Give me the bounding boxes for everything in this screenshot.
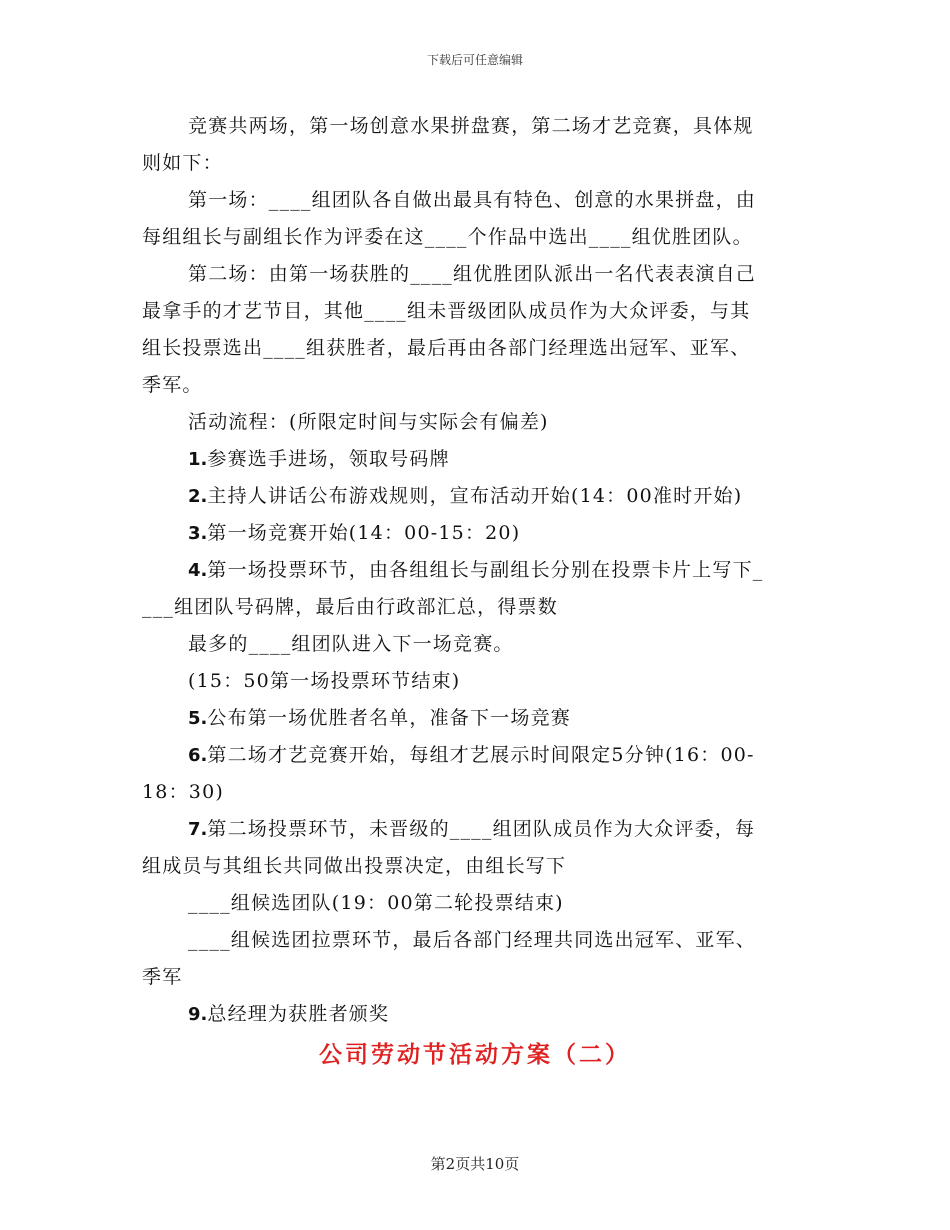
text-line: ___组团队号码牌，最后由行政部汇总，得票数 bbox=[142, 596, 558, 618]
list-text: 第二场才艺竞赛开始，每组才艺展示时间限定5分钟(16：00- bbox=[207, 744, 755, 766]
list-item bbox=[142, 811, 802, 848]
list-item bbox=[142, 700, 802, 737]
list-number: 7. bbox=[188, 819, 208, 840]
list-item bbox=[142, 552, 802, 589]
text-line: 季军。 bbox=[142, 374, 203, 396]
list-text: 参赛选手进场，领取号码牌 bbox=[207, 448, 450, 470]
list-text: 第一场投票环节，由各组组长与副组长分别在投票卡片上写下_ bbox=[207, 559, 764, 581]
list-text: 第二场投票环节，未晋级的____组团队成员作为大众评委，每 bbox=[207, 818, 756, 840]
list-item bbox=[142, 441, 802, 478]
text-line: 季军 bbox=[142, 966, 183, 988]
list-number: 3. bbox=[188, 523, 208, 544]
list-item bbox=[142, 515, 802, 552]
text-line: 第一场：____组团队各自做出最具有特色、创意的水果拼盘，由 bbox=[188, 189, 757, 211]
text-line: 每组组长与副组长作为评委在这____个作品中选出____组优胜团队。 bbox=[142, 226, 753, 248]
document-body bbox=[142, 108, 802, 1033]
text-line: 组长投票选出____组获胜者，最后再由各部门经理选出冠军、亚军、 bbox=[142, 337, 751, 359]
list-item bbox=[142, 996, 802, 1033]
list-number: 6. bbox=[188, 745, 208, 766]
text-line: ____组候选团拉票环节，最后各部门经理共同选出冠军、亚军、 bbox=[188, 929, 757, 951]
text-line: 组成员与其组长共同做出投票决定，由组长写下 bbox=[142, 855, 567, 877]
list-number: 4. bbox=[188, 560, 208, 581]
list-item bbox=[142, 478, 802, 515]
list-text: 第一场竞赛开始(14：00-15：20) bbox=[207, 522, 521, 544]
text-line: 竞赛共两场，第一场创意水果拼盘赛，第二场才艺竞赛，具体规 bbox=[188, 115, 754, 137]
list-text: 主持人讲话公布游戏规则，宣布活动开始(14：00准时开始) bbox=[207, 485, 743, 507]
list-number: 9. bbox=[188, 1004, 208, 1025]
list-text: 总经理为获胜者颁奖 bbox=[207, 1003, 390, 1025]
page-header: 下载后可任意编辑 bbox=[426, 53, 523, 67]
text-line: 18：30) bbox=[142, 781, 224, 803]
text-line: ____组候选团队(19：00第二轮投票结束) bbox=[188, 892, 564, 914]
list-item bbox=[142, 737, 802, 774]
text-line: 最拿手的才艺节目，其他____组未晋级团队成员作为大众评委，与其 bbox=[142, 300, 751, 322]
list-number: 2. bbox=[188, 486, 208, 507]
list-number: 5. bbox=[188, 708, 208, 729]
text-line: 第二场：由第一场获胜的____组优胜团队派出一名代表表演自己 bbox=[188, 263, 757, 285]
list-text: 公布第一场优胜者名单，准备下一场竞赛 bbox=[207, 707, 571, 729]
list-number: 1. bbox=[188, 449, 208, 470]
page-footer: 第2页共10页 bbox=[430, 1155, 520, 1173]
text-line: (15：50第一场投票环节结束) bbox=[188, 670, 461, 692]
text-line: 活动流程：(所限定时间与实际会有偏差) bbox=[188, 411, 549, 433]
text-line: 最多的____组团队进入下一场竞赛。 bbox=[188, 633, 514, 655]
text-line: 则如下： bbox=[142, 152, 223, 174]
section-title: 公司劳动节活动方案（二） bbox=[319, 1042, 631, 1068]
